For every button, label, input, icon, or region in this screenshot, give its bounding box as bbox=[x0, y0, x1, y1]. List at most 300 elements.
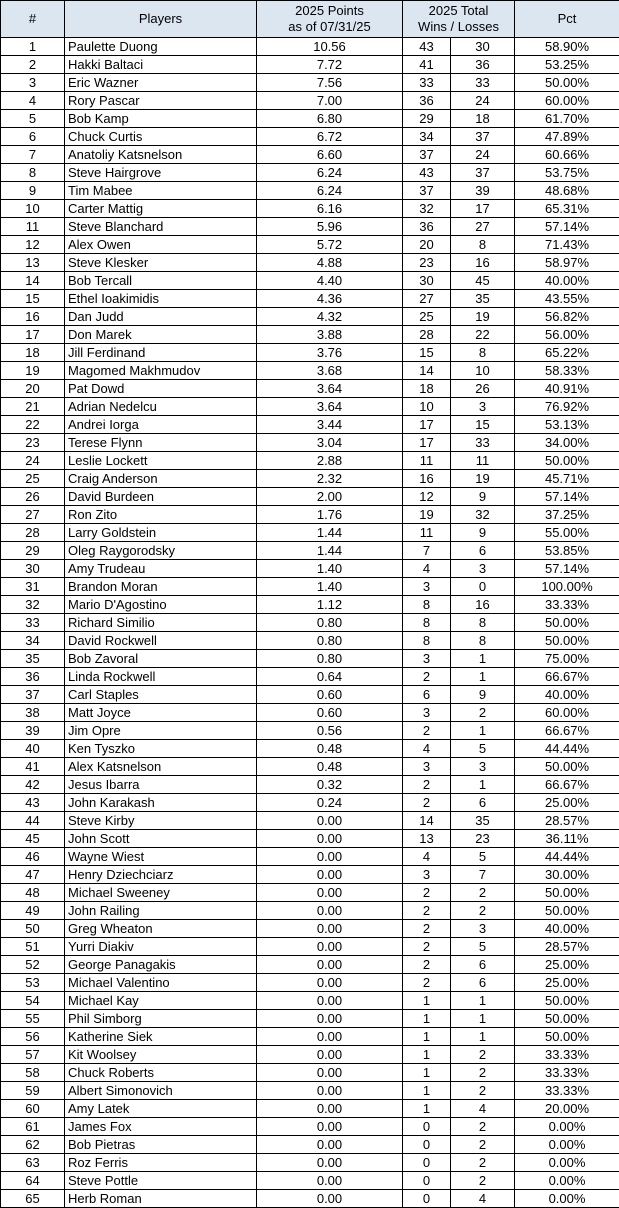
player-name-cell: John Karakash bbox=[65, 794, 257, 812]
losses-cell: 2 bbox=[451, 1136, 515, 1154]
pct-cell: 50.00% bbox=[515, 74, 619, 92]
wins-cell: 37 bbox=[403, 146, 451, 164]
rank-cell: 15 bbox=[1, 290, 65, 308]
wins-cell: 10 bbox=[403, 398, 451, 416]
player-name-cell: Steve Pottle bbox=[65, 1172, 257, 1190]
wins-cell: 4 bbox=[403, 560, 451, 578]
wins-cell: 12 bbox=[403, 488, 451, 506]
record-header-line1: 2025 Total bbox=[428, 3, 489, 18]
pct-cell: 40.00% bbox=[515, 920, 619, 938]
wins-cell: 0 bbox=[403, 1190, 451, 1208]
pct-cell: 40.00% bbox=[515, 686, 619, 704]
losses-cell: 16 bbox=[451, 254, 515, 272]
points-cell: 1.40 bbox=[257, 560, 403, 578]
table-row bbox=[1, 272, 619, 290]
rank-cell: 7 bbox=[1, 146, 65, 164]
table-row bbox=[1, 416, 619, 434]
points-cell: 0.00 bbox=[257, 1082, 403, 1100]
table-row bbox=[1, 956, 619, 974]
points-cell: 4.32 bbox=[257, 308, 403, 326]
pct-cell: 33.33% bbox=[515, 1082, 619, 1100]
wins-cell: 37 bbox=[403, 182, 451, 200]
losses-cell: 15 bbox=[451, 416, 515, 434]
table-row bbox=[1, 650, 619, 668]
rank-cell: 41 bbox=[1, 758, 65, 776]
losses-cell: 39 bbox=[451, 182, 515, 200]
pct-cell: 57.14% bbox=[515, 560, 619, 578]
points-cell: 1.40 bbox=[257, 578, 403, 596]
player-name-cell: Michael Sweeney bbox=[65, 884, 257, 902]
points-cell: 0.00 bbox=[257, 1100, 403, 1118]
rank-cell: 20 bbox=[1, 380, 65, 398]
player-name-cell: Amy Trudeau bbox=[65, 560, 257, 578]
rank-cell: 54 bbox=[1, 992, 65, 1010]
pct-cell: 50.00% bbox=[515, 614, 619, 632]
losses-cell: 37 bbox=[451, 164, 515, 182]
player-name-cell: Wayne Wiest bbox=[65, 848, 257, 866]
player-name-cell: Phil Simborg bbox=[65, 1010, 257, 1028]
losses-cell: 9 bbox=[451, 524, 515, 542]
player-name-cell: Oleg Raygorodsky bbox=[65, 542, 257, 560]
losses-cell: 1 bbox=[451, 992, 515, 1010]
rank-cell: 48 bbox=[1, 884, 65, 902]
wins-cell: 29 bbox=[403, 110, 451, 128]
wins-cell: 2 bbox=[403, 956, 451, 974]
wins-cell: 7 bbox=[403, 542, 451, 560]
pct-cell: 53.85% bbox=[515, 542, 619, 560]
losses-cell: 3 bbox=[451, 758, 515, 776]
table-row bbox=[1, 146, 619, 164]
losses-cell: 1 bbox=[451, 1010, 515, 1028]
points-cell: 0.56 bbox=[257, 722, 403, 740]
points-cell: 0.32 bbox=[257, 776, 403, 794]
pct-cell: 55.00% bbox=[515, 524, 619, 542]
table-row bbox=[1, 380, 619, 398]
rank-cell: 46 bbox=[1, 848, 65, 866]
table-row bbox=[1, 74, 619, 92]
losses-cell: 6 bbox=[451, 794, 515, 812]
table-row bbox=[1, 866, 619, 884]
points-cell: 6.24 bbox=[257, 164, 403, 182]
table-row bbox=[1, 434, 619, 452]
wins-cell: 36 bbox=[403, 92, 451, 110]
wins-cell: 36 bbox=[403, 218, 451, 236]
pct-cell: 58.33% bbox=[515, 362, 619, 380]
rank-cell: 21 bbox=[1, 398, 65, 416]
player-name-cell: Carl Staples bbox=[65, 686, 257, 704]
rank-cell: 16 bbox=[1, 308, 65, 326]
points-cell: 0.80 bbox=[257, 650, 403, 668]
pct-cell: 66.67% bbox=[515, 776, 619, 794]
player-name-cell: Larry Goldstein bbox=[65, 524, 257, 542]
points-cell: 6.80 bbox=[257, 110, 403, 128]
points-cell: 0.60 bbox=[257, 704, 403, 722]
rank-cell: 49 bbox=[1, 902, 65, 920]
rank-cell: 36 bbox=[1, 668, 65, 686]
wins-cell: 34 bbox=[403, 128, 451, 146]
wins-cell: 20 bbox=[403, 236, 451, 254]
points-cell: 5.72 bbox=[257, 236, 403, 254]
wins-cell: 30 bbox=[403, 272, 451, 290]
player-name-cell: Magomed Makhmudov bbox=[65, 362, 257, 380]
rank-cell: 6 bbox=[1, 128, 65, 146]
wins-cell: 23 bbox=[403, 254, 451, 272]
rank-cell: 61 bbox=[1, 1118, 65, 1136]
table-row bbox=[1, 254, 619, 272]
player-name-cell: Richard Similio bbox=[65, 614, 257, 632]
rank-cell: 47 bbox=[1, 866, 65, 884]
player-name-cell: Jim Opre bbox=[65, 722, 257, 740]
losses-cell: 36 bbox=[451, 56, 515, 74]
player-name-cell: Tim Mabee bbox=[65, 182, 257, 200]
points-cell: 0.48 bbox=[257, 758, 403, 776]
rank-cell: 50 bbox=[1, 920, 65, 938]
losses-cell: 6 bbox=[451, 956, 515, 974]
wins-cell: 27 bbox=[403, 290, 451, 308]
wins-cell: 0 bbox=[403, 1154, 451, 1172]
points-cell: 3.88 bbox=[257, 326, 403, 344]
pct-cell: 25.00% bbox=[515, 794, 619, 812]
table-row bbox=[1, 236, 619, 254]
table-row bbox=[1, 200, 619, 218]
rank-cell: 24 bbox=[1, 452, 65, 470]
losses-cell: 1 bbox=[451, 1028, 515, 1046]
losses-cell: 10 bbox=[451, 362, 515, 380]
points-header-line1: 2025 Points bbox=[295, 3, 364, 18]
pct-cell: 65.22% bbox=[515, 344, 619, 362]
rank-cell: 27 bbox=[1, 506, 65, 524]
losses-cell: 8 bbox=[451, 632, 515, 650]
losses-cell: 24 bbox=[451, 92, 515, 110]
points-cell: 0.00 bbox=[257, 920, 403, 938]
losses-cell: 45 bbox=[451, 272, 515, 290]
table-row bbox=[1, 542, 619, 560]
pct-cell: 50.00% bbox=[515, 1028, 619, 1046]
pct-cell: 50.00% bbox=[515, 758, 619, 776]
losses-cell: 33 bbox=[451, 74, 515, 92]
player-name-cell: John Railing bbox=[65, 902, 257, 920]
points-cell: 1.76 bbox=[257, 506, 403, 524]
pct-cell: 36.11% bbox=[515, 830, 619, 848]
table-row bbox=[1, 596, 619, 614]
losses-cell: 18 bbox=[451, 110, 515, 128]
table-row bbox=[1, 668, 619, 686]
wins-cell: 8 bbox=[403, 596, 451, 614]
table-row bbox=[1, 938, 619, 956]
points-cell: 0.00 bbox=[257, 974, 403, 992]
wins-cell: 0 bbox=[403, 1118, 451, 1136]
pct-cell: 75.00% bbox=[515, 650, 619, 668]
pct-cell: 50.00% bbox=[515, 1010, 619, 1028]
wins-cell: 33 bbox=[403, 74, 451, 92]
rank-cell: 38 bbox=[1, 704, 65, 722]
pct-cell: 60.00% bbox=[515, 92, 619, 110]
player-name-cell: Steve Hairgrove bbox=[65, 164, 257, 182]
losses-cell: 6 bbox=[451, 542, 515, 560]
pct-cell: 28.57% bbox=[515, 938, 619, 956]
rank-cell: 56 bbox=[1, 1028, 65, 1046]
wins-cell: 6 bbox=[403, 686, 451, 704]
wins-cell: 1 bbox=[403, 1010, 451, 1028]
pct-cell: 25.00% bbox=[515, 974, 619, 992]
pct-cell: 40.91% bbox=[515, 380, 619, 398]
losses-cell: 4 bbox=[451, 1100, 515, 1118]
pct-cell: 53.25% bbox=[515, 56, 619, 74]
table-row bbox=[1, 632, 619, 650]
losses-cell: 24 bbox=[451, 146, 515, 164]
losses-cell: 5 bbox=[451, 740, 515, 758]
rank-cell: 62 bbox=[1, 1136, 65, 1154]
player-name-cell: Matt Joyce bbox=[65, 704, 257, 722]
pct-cell: 50.00% bbox=[515, 902, 619, 920]
losses-cell: 17 bbox=[451, 200, 515, 218]
player-name-cell: Bob Tercall bbox=[65, 272, 257, 290]
points-cell: 0.48 bbox=[257, 740, 403, 758]
pct-cell: 28.57% bbox=[515, 812, 619, 830]
points-cell: 4.40 bbox=[257, 272, 403, 290]
wins-cell: 16 bbox=[403, 470, 451, 488]
wins-cell: 3 bbox=[403, 704, 451, 722]
points-cell: 3.44 bbox=[257, 416, 403, 434]
rank-cell: 32 bbox=[1, 596, 65, 614]
points-cell: 0.00 bbox=[257, 938, 403, 956]
pct-cell: 33.33% bbox=[515, 1064, 619, 1082]
wins-cell: 1 bbox=[403, 1082, 451, 1100]
player-name-cell: Craig Anderson bbox=[65, 470, 257, 488]
rank-cell: 58 bbox=[1, 1064, 65, 1082]
standings-body bbox=[1, 38, 619, 1208]
wins-cell: 15 bbox=[403, 344, 451, 362]
wins-cell: 8 bbox=[403, 614, 451, 632]
rank-cell: 1 bbox=[1, 38, 65, 56]
losses-cell: 33 bbox=[451, 434, 515, 452]
table-row bbox=[1, 326, 619, 344]
losses-cell: 8 bbox=[451, 236, 515, 254]
points-cell: 1.12 bbox=[257, 596, 403, 614]
table-row bbox=[1, 776, 619, 794]
rank-cell: 18 bbox=[1, 344, 65, 362]
pct-cell: 56.00% bbox=[515, 326, 619, 344]
losses-cell: 3 bbox=[451, 560, 515, 578]
table-row bbox=[1, 884, 619, 902]
player-name-cell: Ken Tyszko bbox=[65, 740, 257, 758]
points-cell: 0.00 bbox=[257, 902, 403, 920]
rank-cell: 17 bbox=[1, 326, 65, 344]
losses-cell: 3 bbox=[451, 920, 515, 938]
points-cell: 0.00 bbox=[257, 1010, 403, 1028]
wins-cell: 3 bbox=[403, 650, 451, 668]
table-row bbox=[1, 722, 619, 740]
wins-cell: 2 bbox=[403, 668, 451, 686]
wins-cell: 11 bbox=[403, 524, 451, 542]
pct-cell: 53.75% bbox=[515, 164, 619, 182]
losses-cell: 7 bbox=[451, 866, 515, 884]
rank-cell: 11 bbox=[1, 218, 65, 236]
table-row bbox=[1, 218, 619, 236]
rank-cell: 25 bbox=[1, 470, 65, 488]
points-cell: 4.88 bbox=[257, 254, 403, 272]
table-row bbox=[1, 38, 619, 56]
wins-cell: 1 bbox=[403, 1028, 451, 1046]
losses-cell: 1 bbox=[451, 722, 515, 740]
wins-cell: 19 bbox=[403, 506, 451, 524]
pct-cell: 50.00% bbox=[515, 632, 619, 650]
table-row bbox=[1, 992, 619, 1010]
player-name-cell: Michael Valentino bbox=[65, 974, 257, 992]
wins-cell: 3 bbox=[403, 758, 451, 776]
player-name-cell: Alex Owen bbox=[65, 236, 257, 254]
points-cell: 3.76 bbox=[257, 344, 403, 362]
losses-cell: 9 bbox=[451, 686, 515, 704]
losses-cell: 0 bbox=[451, 578, 515, 596]
wins-cell: 28 bbox=[403, 326, 451, 344]
player-name-cell: Anatoliy Katsnelson bbox=[65, 146, 257, 164]
losses-cell: 1 bbox=[451, 668, 515, 686]
table-row bbox=[1, 848, 619, 866]
losses-cell: 2 bbox=[451, 1064, 515, 1082]
pct-cell: 44.44% bbox=[515, 848, 619, 866]
player-name-cell: Michael Kay bbox=[65, 992, 257, 1010]
rank-cell: 57 bbox=[1, 1046, 65, 1064]
pct-cell: 50.00% bbox=[515, 992, 619, 1010]
losses-cell: 35 bbox=[451, 290, 515, 308]
pct-cell: 0.00% bbox=[515, 1172, 619, 1190]
wins-cell: 18 bbox=[403, 380, 451, 398]
table-row bbox=[1, 506, 619, 524]
player-name-cell: Ron Zito bbox=[65, 506, 257, 524]
points-cell: 4.36 bbox=[257, 290, 403, 308]
losses-cell: 2 bbox=[451, 704, 515, 722]
player-name-cell: Chuck Curtis bbox=[65, 128, 257, 146]
player-name-cell: Yurri Diakiv bbox=[65, 938, 257, 956]
player-name-cell: Mario D'Agostino bbox=[65, 596, 257, 614]
rank-cell: 40 bbox=[1, 740, 65, 758]
wins-cell: 43 bbox=[403, 164, 451, 182]
player-name-cell: Jesus Ibarra bbox=[65, 776, 257, 794]
pct-cell: 57.14% bbox=[515, 488, 619, 506]
pct-cell: 50.00% bbox=[515, 452, 619, 470]
player-name-cell: Greg Wheaton bbox=[65, 920, 257, 938]
rank-cell: 43 bbox=[1, 794, 65, 812]
rank-cell: 52 bbox=[1, 956, 65, 974]
pct-cell: 34.00% bbox=[515, 434, 619, 452]
points-cell: 0.00 bbox=[257, 884, 403, 902]
wins-cell: 8 bbox=[403, 632, 451, 650]
losses-cell: 32 bbox=[451, 506, 515, 524]
pct-cell: 58.97% bbox=[515, 254, 619, 272]
losses-cell: 37 bbox=[451, 128, 515, 146]
wins-cell: 1 bbox=[403, 1100, 451, 1118]
rank-cell: 35 bbox=[1, 650, 65, 668]
table-row bbox=[1, 128, 619, 146]
points-cell: 3.04 bbox=[257, 434, 403, 452]
table-row bbox=[1, 1190, 619, 1208]
header-row bbox=[1, 1, 619, 38]
rank-cell: 44 bbox=[1, 812, 65, 830]
pct-cell: 0.00% bbox=[515, 1136, 619, 1154]
table-row bbox=[1, 362, 619, 380]
pct-cell: 71.43% bbox=[515, 236, 619, 254]
wins-cell: 2 bbox=[403, 722, 451, 740]
pct-cell: 33.33% bbox=[515, 1046, 619, 1064]
rank-cell: 59 bbox=[1, 1082, 65, 1100]
table-row bbox=[1, 758, 619, 776]
wins-cell: 0 bbox=[403, 1136, 451, 1154]
table-row bbox=[1, 1046, 619, 1064]
player-name-cell: Steve Kirby bbox=[65, 812, 257, 830]
rank-cell: 3 bbox=[1, 74, 65, 92]
losses-cell: 19 bbox=[451, 308, 515, 326]
points-cell: 2.00 bbox=[257, 488, 403, 506]
wins-cell: 41 bbox=[403, 56, 451, 74]
pct-cell: 56.82% bbox=[515, 308, 619, 326]
rank-cell: 23 bbox=[1, 434, 65, 452]
wins-cell: 1 bbox=[403, 1046, 451, 1064]
points-cell: 0.00 bbox=[257, 1154, 403, 1172]
player-name-cell: Bob Kamp bbox=[65, 110, 257, 128]
points-cell: 7.00 bbox=[257, 92, 403, 110]
losses-cell: 4 bbox=[451, 1190, 515, 1208]
losses-cell: 2 bbox=[451, 1118, 515, 1136]
table-row bbox=[1, 1172, 619, 1190]
rank-cell: 29 bbox=[1, 542, 65, 560]
wins-cell: 32 bbox=[403, 200, 451, 218]
wins-cell: 2 bbox=[403, 938, 451, 956]
points-cell: 0.80 bbox=[257, 632, 403, 650]
rank-cell: 55 bbox=[1, 1010, 65, 1028]
points-header-line2: as of 07/31/25 bbox=[288, 19, 371, 34]
wins-cell: 17 bbox=[403, 434, 451, 452]
points-cell: 0.00 bbox=[257, 1172, 403, 1190]
table-row bbox=[1, 1082, 619, 1100]
points-cell: 3.68 bbox=[257, 362, 403, 380]
table-row bbox=[1, 1100, 619, 1118]
table-row bbox=[1, 704, 619, 722]
pct-cell: 25.00% bbox=[515, 956, 619, 974]
losses-cell: 9 bbox=[451, 488, 515, 506]
table-row bbox=[1, 578, 619, 596]
points-cell: 0.00 bbox=[257, 1046, 403, 1064]
player-name-cell: David Rockwell bbox=[65, 632, 257, 650]
player-name-cell: Alex Katsnelson bbox=[65, 758, 257, 776]
losses-cell: 2 bbox=[451, 1172, 515, 1190]
rank-cell: 9 bbox=[1, 182, 65, 200]
pct-cell: 76.92% bbox=[515, 398, 619, 416]
player-name-cell: Amy Latek bbox=[65, 1100, 257, 1118]
losses-cell: 35 bbox=[451, 812, 515, 830]
pct-cell: 0.00% bbox=[515, 1118, 619, 1136]
wins-cell: 17 bbox=[403, 416, 451, 434]
wins-cell: 2 bbox=[403, 920, 451, 938]
points-cell: 0.00 bbox=[257, 1118, 403, 1136]
rank-cell: 34 bbox=[1, 632, 65, 650]
player-name-cell: Steve Blanchard bbox=[65, 218, 257, 236]
pct-header: Pct bbox=[515, 1, 619, 38]
points-cell: 0.00 bbox=[257, 956, 403, 974]
player-name-cell: Jill Ferdinand bbox=[65, 344, 257, 362]
table-row bbox=[1, 110, 619, 128]
table-row bbox=[1, 902, 619, 920]
wins-cell: 2 bbox=[403, 974, 451, 992]
points-cell: 0.80 bbox=[257, 614, 403, 632]
player-name-cell: Adrian Nedelcu bbox=[65, 398, 257, 416]
pct-cell: 58.90% bbox=[515, 38, 619, 56]
points-cell: 0.00 bbox=[257, 848, 403, 866]
table-row bbox=[1, 524, 619, 542]
record-header-line2: Wins / Losses bbox=[418, 19, 499, 34]
points-cell: 6.16 bbox=[257, 200, 403, 218]
player-name-cell: Chuck Roberts bbox=[65, 1064, 257, 1082]
